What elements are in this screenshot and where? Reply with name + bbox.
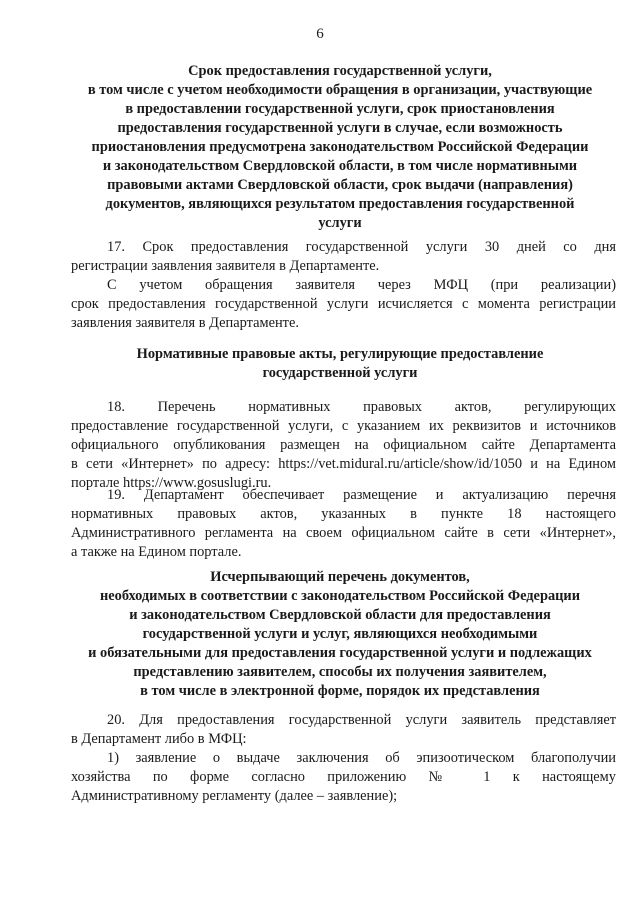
- heading-line: и обязательными для предоставления государственной услуги и подлежащих: [88, 645, 592, 661]
- paragraph-mfc-term: [71, 276, 616, 333]
- paragraph-line: С учетом обращения заявителя через МФЦ (при реализации): [107, 277, 616, 293]
- paragraph-line: заявления заявителя в Департаменте.: [71, 315, 299, 331]
- heading-line: правовыми актами Свердловской области, срок выдачи (направления): [107, 177, 573, 193]
- paragraph-line: 20. Для предоставления государственной услуги заявитель представляет: [107, 712, 616, 728]
- heading-line: государственной услуги и услуг, являющихся необходимыми: [142, 626, 538, 642]
- heading-line: Нормативные правовые акты, регулирующие предоставление: [136, 346, 544, 362]
- heading-line: в предоставлении государственной услуги, срок приостановления: [125, 101, 555, 117]
- paragraph-line: а также на Едином портале.: [71, 544, 242, 560]
- paragraph-line: 17. Срок предоставления государственной услуги 30 дней со дня: [107, 239, 616, 255]
- paragraph-line: официального опубликования размещен на официальном сайте Департамента: [71, 437, 616, 453]
- heading-line: Срок предоставления государственной услуги,: [188, 63, 492, 79]
- heading-line: и законодательством Свердловской области для предоставления: [129, 607, 551, 623]
- heading-line: представлению заявителем, способы их получения заявителем,: [133, 664, 547, 680]
- heading-line: необходимых в соответствии с законодательством Российской Федерации: [99, 588, 581, 604]
- heading-line: документов, являющихся результатом предоставления государственной: [105, 196, 575, 212]
- paragraph-line: предоставление государственной услуги, с указанием их реквизитов и источников: [71, 418, 616, 434]
- paragraph-line: нормативных правовых актов, указанных в пункте 18 настоящего: [71, 506, 616, 522]
- paragraph-17: [71, 238, 616, 276]
- paragraph-line: срок предоставления государственной услуги исчисляется с момента регистрации: [71, 296, 616, 312]
- paragraph-line: Административному регламенту (далее – заявление);: [71, 788, 398, 804]
- heading-line: услуги: [318, 215, 362, 231]
- paragraph-line: в Департамент либо в МФЦ:: [71, 731, 247, 747]
- heading-line: Исчерпывающий перечень документов,: [210, 569, 470, 585]
- heading-line: в том числе с учетом необходимости обращения в организации, участвующие: [87, 82, 593, 98]
- heading-line: предоставления государственной услуги в случае, если возможность: [117, 120, 563, 136]
- paragraph-line: 1) заявление о выдаче заключения об эпизоотическом благополучии: [107, 750, 616, 766]
- paragraph-line: 19. Департамент обеспечивает размещение и актуализацию перечня: [107, 487, 616, 503]
- heading-line: в том числе в электронной форме, порядок их представления: [140, 683, 540, 699]
- paragraph-line: регистрации заявления заявителя в Департаменте.: [71, 258, 380, 274]
- paragraph-line: 18. Перечень нормативных правовых актов, регулирующих: [107, 399, 616, 415]
- paragraph-line: в сети «Интернет» по адресу: https://vet.midural.ru/article/show/id/1050 и на Едином: [71, 456, 616, 472]
- heading-line: и законодательством Свердловской области, в том числе нормативными: [102, 158, 578, 174]
- heading-line: государственной услуги: [262, 365, 418, 381]
- section-heading-term-of-service: [60, 62, 620, 233]
- paragraph-line: портале https://www.gosuslugi.ru.: [71, 475, 272, 491]
- paragraph-line: Административного регламента на своем официальном сайте в сети «Интернет»,: [71, 525, 616, 541]
- section-heading-legal-acts: [60, 345, 620, 383]
- list-item-application: [71, 749, 616, 806]
- paragraph-18: [71, 398, 616, 493]
- paragraph-line: хозяйства по форме согласно приложению № 1 к настоящему: [71, 769, 616, 785]
- paragraph-20: [71, 711, 616, 749]
- section-heading-documents-list: [60, 568, 620, 701]
- paragraph-19: [71, 486, 616, 562]
- page-number: 6: [316, 26, 324, 42]
- heading-line: приостановления предусмотрена законодательством Российской Федерации: [91, 139, 589, 155]
